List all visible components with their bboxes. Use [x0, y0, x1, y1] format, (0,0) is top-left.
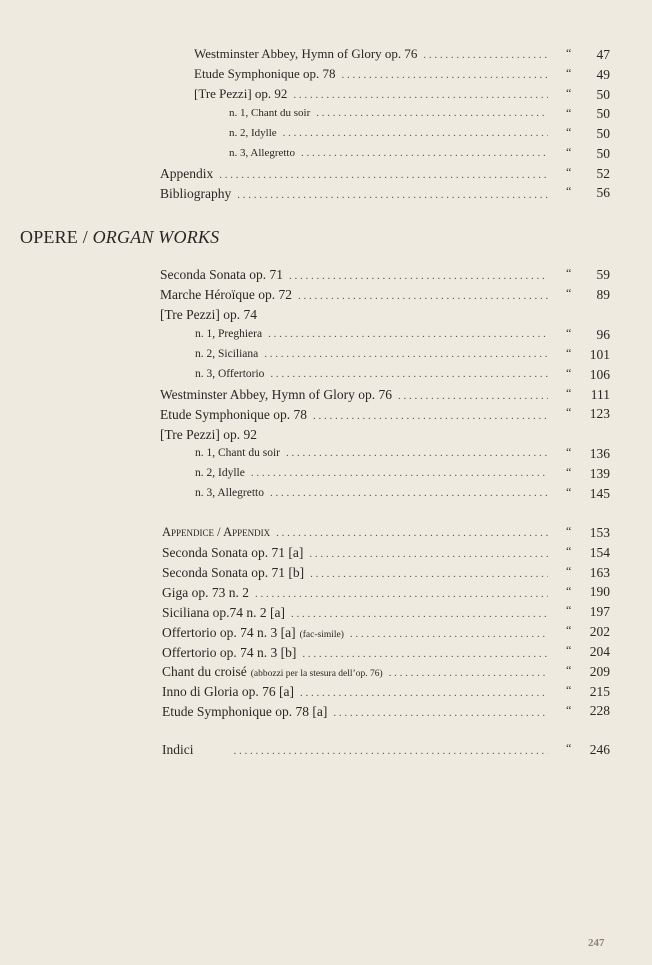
ditto-mark: “ [566, 386, 572, 400]
ditto-mark: “ [566, 286, 572, 300]
dot-leader [255, 589, 548, 600]
toc-entry-label: n. 1, Chant du soir [229, 107, 311, 119]
dot-leader [423, 50, 548, 61]
dot-leader [310, 569, 548, 580]
dot-leader [342, 70, 548, 81]
page-number: 209 [589, 664, 610, 679]
toc-entry-label: Chant du croisé [162, 664, 247, 679]
toc-entry-label: Marche Héroïque op. 72 [160, 287, 292, 302]
page-number: 190 [589, 584, 610, 599]
ditto-mark: “ [566, 184, 572, 198]
ditto-mark: “ [566, 584, 572, 598]
toc-entry [160, 288, 548, 302]
toc-entry-note: (fac-simile) [299, 630, 344, 640]
section-heading-italic: ORGAN WORKS [92, 227, 220, 247]
toc-entry-label: [Tre Pezzi] op. 92 [160, 427, 257, 442]
toc-entry [162, 646, 548, 660]
toc-entry [162, 606, 548, 620]
toc-entry-label: Seconda Sonata op. 71 [160, 267, 283, 282]
ditto-mark: “ [566, 741, 572, 755]
page-number: 106 [589, 367, 610, 382]
ditto-mark: “ [566, 165, 572, 179]
ditto-mark: “ [566, 266, 572, 280]
toc-group-heading [160, 428, 263, 442]
dot-leader [219, 170, 548, 181]
ditto-mark: “ [566, 564, 572, 578]
section-heading [20, 227, 219, 248]
toc-subentry [195, 488, 548, 500]
dot-leader [289, 271, 548, 282]
page-number: 47 [596, 47, 610, 62]
toc-entry-label: Westminster Abbey, Hymn of Glory op. 76 [194, 46, 418, 61]
toc-entry-label: Siciliana op.74 n. 2 [a] [162, 605, 285, 620]
toc-entry-label: Offertorio op. 74 n. 3 [b] [162, 645, 297, 660]
toc-entry-label: Appendix [160, 166, 214, 181]
toc-entry-label: n. 1, Chant du soir [195, 447, 280, 459]
ditto-mark: “ [566, 643, 572, 657]
dot-leader [316, 108, 548, 119]
toc-entry-label: Etude Symphonique op. 78 [160, 407, 307, 422]
ditto-mark: “ [566, 524, 572, 538]
toc-entry [194, 67, 548, 81]
toc-entry-label: Indici [162, 742, 194, 757]
ditto-mark: “ [566, 86, 572, 100]
ditto-mark: “ [566, 346, 572, 360]
toc-entry [160, 187, 548, 201]
page-number: 96 [596, 327, 610, 342]
toc-entry [162, 685, 548, 699]
toc-entry-label: [Tre Pezzi] op. 74 [160, 307, 257, 322]
toc-entry [194, 47, 548, 61]
page-number: 153 [589, 525, 610, 540]
toc-entry [162, 665, 548, 680]
page-number: 202 [589, 624, 610, 639]
dot-leader [302, 649, 548, 660]
page-number: 163 [589, 565, 610, 580]
page-number: 52 [596, 166, 610, 181]
toc-entry [162, 705, 548, 719]
page-number: 49 [596, 67, 610, 82]
page-number: 123 [589, 406, 610, 421]
toc-entry [162, 526, 548, 539]
dot-leader [301, 148, 548, 159]
ditto-mark: “ [566, 623, 572, 637]
ditto-mark: “ [566, 366, 572, 380]
toc-subentry [195, 369, 548, 381]
page-number: 111 [590, 387, 610, 402]
footer-page-number: 247 [588, 937, 605, 949]
ditto-mark: “ [566, 465, 572, 479]
page-number: 59 [596, 267, 610, 282]
toc-entry [162, 626, 548, 641]
page-number: 50 [596, 106, 610, 121]
toc-entry [162, 586, 548, 600]
toc-entry-label: Westminster Abbey, Hymn of Glory op. 76 [160, 387, 393, 402]
ditto-mark: “ [566, 46, 572, 60]
toc-entry [162, 566, 548, 580]
toc-entry [160, 167, 548, 181]
section-heading-main: OPERE / [20, 227, 93, 247]
toc-entry-label: n. 2, Siciliana [195, 348, 259, 360]
dot-leader [270, 488, 548, 499]
dot-leader [291, 609, 548, 620]
page-number: 136 [589, 446, 610, 461]
page-number: 50 [596, 87, 610, 102]
toc-subentry [195, 448, 548, 460]
dot-leader [300, 688, 548, 699]
toc-entry [194, 87, 548, 101]
ditto-mark: “ [566, 405, 572, 419]
dot-leader [398, 391, 548, 402]
page-number: 139 [589, 466, 610, 481]
dot-leader [264, 349, 548, 360]
page-number: 228 [589, 703, 610, 718]
ditto-mark: “ [566, 106, 572, 120]
toc-subentry [195, 349, 548, 361]
ditto-mark: “ [566, 326, 572, 340]
dot-leader [276, 528, 548, 539]
toc-entry [162, 546, 548, 560]
page-number: 89 [596, 287, 610, 302]
ditto-mark: “ [566, 703, 572, 717]
dot-leader [350, 629, 548, 640]
page-number: 246 [589, 742, 610, 757]
page-number: 204 [589, 644, 610, 659]
dot-leader [298, 291, 548, 302]
page-number: 101 [589, 347, 610, 362]
toc-subentry [229, 128, 548, 139]
page-number: 50 [596, 146, 610, 161]
toc-subentry [229, 108, 548, 119]
page-number: 56 [596, 185, 610, 200]
toc-subentry [195, 468, 548, 480]
ditto-mark: “ [566, 485, 572, 499]
toc-entry [160, 388, 548, 402]
dot-leader [283, 128, 548, 139]
dot-leader [237, 190, 548, 201]
ditto-mark: “ [566, 544, 572, 558]
toc-entry-label: Bibliography [160, 186, 232, 201]
ditto-mark: “ [566, 663, 572, 677]
toc-entry-label: Seconda Sonata op. 71 [a] [162, 545, 304, 560]
toc-entry-index [162, 743, 548, 757]
dot-leader [389, 668, 548, 679]
toc-entry-label: Appendice / Appendix [162, 525, 271, 539]
ditto-mark: “ [566, 683, 572, 697]
toc-entry-label: n. 1, Preghiera [195, 328, 263, 340]
toc-entry-label: Offertorio op. 74 n. 3 [a] [162, 625, 296, 640]
dot-leader [286, 448, 548, 459]
dot-leader [313, 411, 548, 422]
dot-leader [270, 369, 548, 380]
toc-entry-note: (abbozzi per la stesura dell’op. 76) [250, 669, 383, 679]
dot-leader [251, 468, 548, 479]
toc-entry-label: Inno di Gloria op. 76 [a] [162, 684, 294, 699]
page-number: 154 [589, 545, 610, 560]
toc-entry [160, 408, 548, 422]
toc-entry-label: n. 2, Idylle [195, 467, 245, 479]
page-number: 50 [596, 126, 610, 141]
toc-entry [160, 268, 548, 282]
toc-entry-label: Etude Symphonique op. 78 [194, 66, 336, 81]
toc-group-heading [160, 308, 263, 322]
ditto-mark: “ [566, 603, 572, 617]
ditto-mark: “ [566, 125, 572, 139]
dot-leader [333, 708, 548, 719]
toc-entry-label: Seconda Sonata op. 71 [b] [162, 565, 305, 580]
toc-entry-label: n. 3, Allegretto [229, 147, 295, 159]
page-number: 215 [589, 684, 610, 699]
toc-subentry [195, 329, 548, 341]
ditto-mark: “ [566, 145, 572, 159]
page-number: 145 [589, 486, 610, 501]
ditto-mark: “ [566, 66, 572, 80]
toc-entry-label: n. 3, Offertorio [195, 368, 265, 380]
toc-entry-label: Etude Symphonique op. 78 [a] [162, 704, 328, 719]
dot-leader [293, 90, 548, 101]
toc-entry-label: n. 3, Allegretto [195, 487, 264, 499]
toc-entry-label: [Tre Pezzi] op. 92 [194, 86, 288, 101]
toc-subentry [229, 148, 548, 159]
page-number: 197 [589, 604, 610, 619]
dot-leader [309, 549, 548, 560]
dot-leader [234, 746, 549, 757]
toc-entry-label: Giga op. 73 n. 2 [162, 585, 249, 600]
dot-leader [268, 329, 548, 340]
toc-entry-label: n. 2, Idylle [229, 127, 277, 139]
ditto-mark: “ [566, 445, 572, 459]
